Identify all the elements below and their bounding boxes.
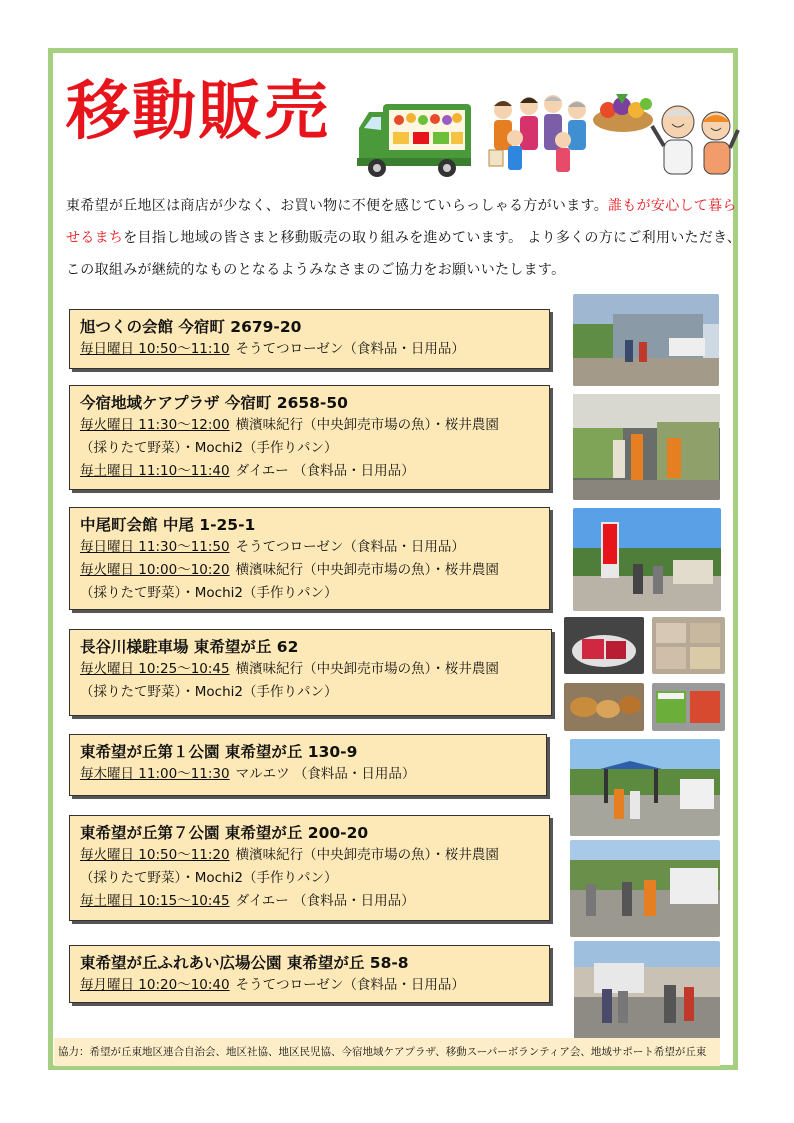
location-title: 長谷川様駐車場 東希望が丘 62: [80, 638, 299, 656]
schedule-line: [80, 338, 539, 361]
schedule-vendor: 横濱味紀行（中央卸売市場の魚）・桜井農園: [235, 562, 499, 578]
location-card: [69, 385, 550, 490]
schedule-day: 毎日曜日 11:30～11:50: [80, 539, 230, 555]
market-photo: [573, 294, 719, 386]
schedule-line: [80, 844, 539, 867]
market-photo: [574, 941, 720, 1039]
schedule-day: 毎木曜日 11:00～11:30: [80, 766, 230, 782]
truck-illustration: [355, 98, 473, 180]
schedule-continuation: （採りたて野菜）・Mochi2（手作りパン）: [80, 870, 338, 886]
intro-text-2: を目指し地域の皆さまと移動販売の取り組みを進めています。 より多くの方にご利用いただき、この取組みが継続的なものとなるようみなさまのご協力をお願いいたします。: [66, 230, 742, 278]
elderly-couple-illustration: [648, 96, 740, 182]
schedule-vendor: ダイエー （食料品・日用品）: [235, 463, 415, 479]
schedule-vendor: ダイエー （食料品・日用品）: [235, 893, 415, 909]
schedule-line: [80, 658, 541, 681]
schedule-vendor: そうてつローゼン（食料品・日用品）: [235, 539, 465, 555]
location-title: 旭つくの会館 今宿町 2679-20: [80, 318, 302, 336]
schedule-vendor: 横濱味紀行（中央卸売市場の魚）・桜井農園: [235, 417, 499, 433]
schedule-day: 毎日曜日 10:50～11:10: [80, 341, 230, 357]
intro-paragraph: [66, 190, 742, 286]
bread-photo: [564, 683, 644, 731]
schedule-line: [80, 974, 539, 997]
schedule-day: 毎火曜日 10:00～10:20: [80, 562, 230, 578]
schedule-continuation: （採りたて野菜）・Mochi2（手作りパン）: [80, 585, 338, 601]
market-photo: [573, 394, 720, 500]
schedule-line: [80, 559, 539, 582]
market-photo: [570, 840, 720, 937]
market-photo: [573, 508, 721, 611]
schedule-line: [80, 763, 536, 786]
location-card: [69, 629, 552, 716]
schedule-continuation: （採りたて野菜）・Mochi2（手作りパン）: [80, 440, 338, 456]
schedule-vendor: そうてつローゼン（食料品・日用品）: [235, 341, 465, 357]
schedule-line: [80, 536, 539, 559]
location-title: 東希望が丘ふれあい広場公園 東希望が丘 58-8: [80, 954, 409, 972]
fish-pack-photo: [652, 617, 725, 674]
schedule-day: 毎火曜日 10:25～10:45: [80, 661, 230, 677]
schedule-day: 毎月曜日 10:20～10:40: [80, 977, 230, 993]
intro-text-1: 東希望が丘地区は商店が少なく、お買い物に不便を感じていらっしゃる方がいます。: [66, 198, 608, 214]
page-title: 移動販売: [66, 75, 330, 149]
location-card: [69, 734, 547, 796]
location-title: 今宿地域ケアプラザ 今宿町 2658-50: [80, 394, 348, 412]
location-title: 東希望が丘第１公園 東希望が丘 130-9: [80, 743, 358, 761]
footer-credits: 協力：希望が丘東地区連合自治会、地区社協、地区民児協、今宿地域ケアプラザ、移動スーパーボランティア会、地域サポート希望が丘東: [54, 1038, 720, 1066]
schedule-day: 毎火曜日 11:30～12:00: [80, 417, 230, 433]
schedule-continuation: （採りたて野菜）・Mochi2（手作りパン）: [80, 684, 338, 700]
location-card: [69, 945, 550, 1003]
schedule-line: [80, 414, 539, 437]
intro-highlight: 誰もが安心して暮らせるまち: [66, 198, 737, 246]
location-card: [69, 815, 550, 921]
schedule-day: 毎火曜日 10:50～11:20: [80, 847, 230, 863]
schedule-day: 毎土曜日 10:15～10:45: [80, 893, 230, 909]
fish-photo: [564, 617, 644, 674]
location-card: [69, 309, 550, 369]
market-photo: [570, 739, 720, 836]
vegetables-photo: [652, 683, 725, 731]
schedule-vendor: マルエツ （食料品・日用品）: [235, 766, 416, 782]
location-title: 中尾町会館 中尾 1-25-1: [80, 516, 256, 534]
schedule-line: [80, 460, 539, 483]
schedule-line: [80, 890, 539, 913]
location-card: [69, 507, 550, 610]
schedule-day: 毎土曜日 11:10～11:40: [80, 463, 230, 479]
location-title: 東希望が丘第７公園 東希望が丘 200-20: [80, 824, 369, 842]
schedule-vendor: 横濱味紀行（中央卸売市場の魚）・桜井農園: [235, 847, 499, 863]
schedule-vendor: 横濱味紀行（中央卸売市場の魚）・桜井農園: [235, 661, 499, 677]
schedule-vendor: そうてつローゼン（食料品・日用品）: [235, 977, 465, 993]
family-illustration: [485, 92, 595, 180]
